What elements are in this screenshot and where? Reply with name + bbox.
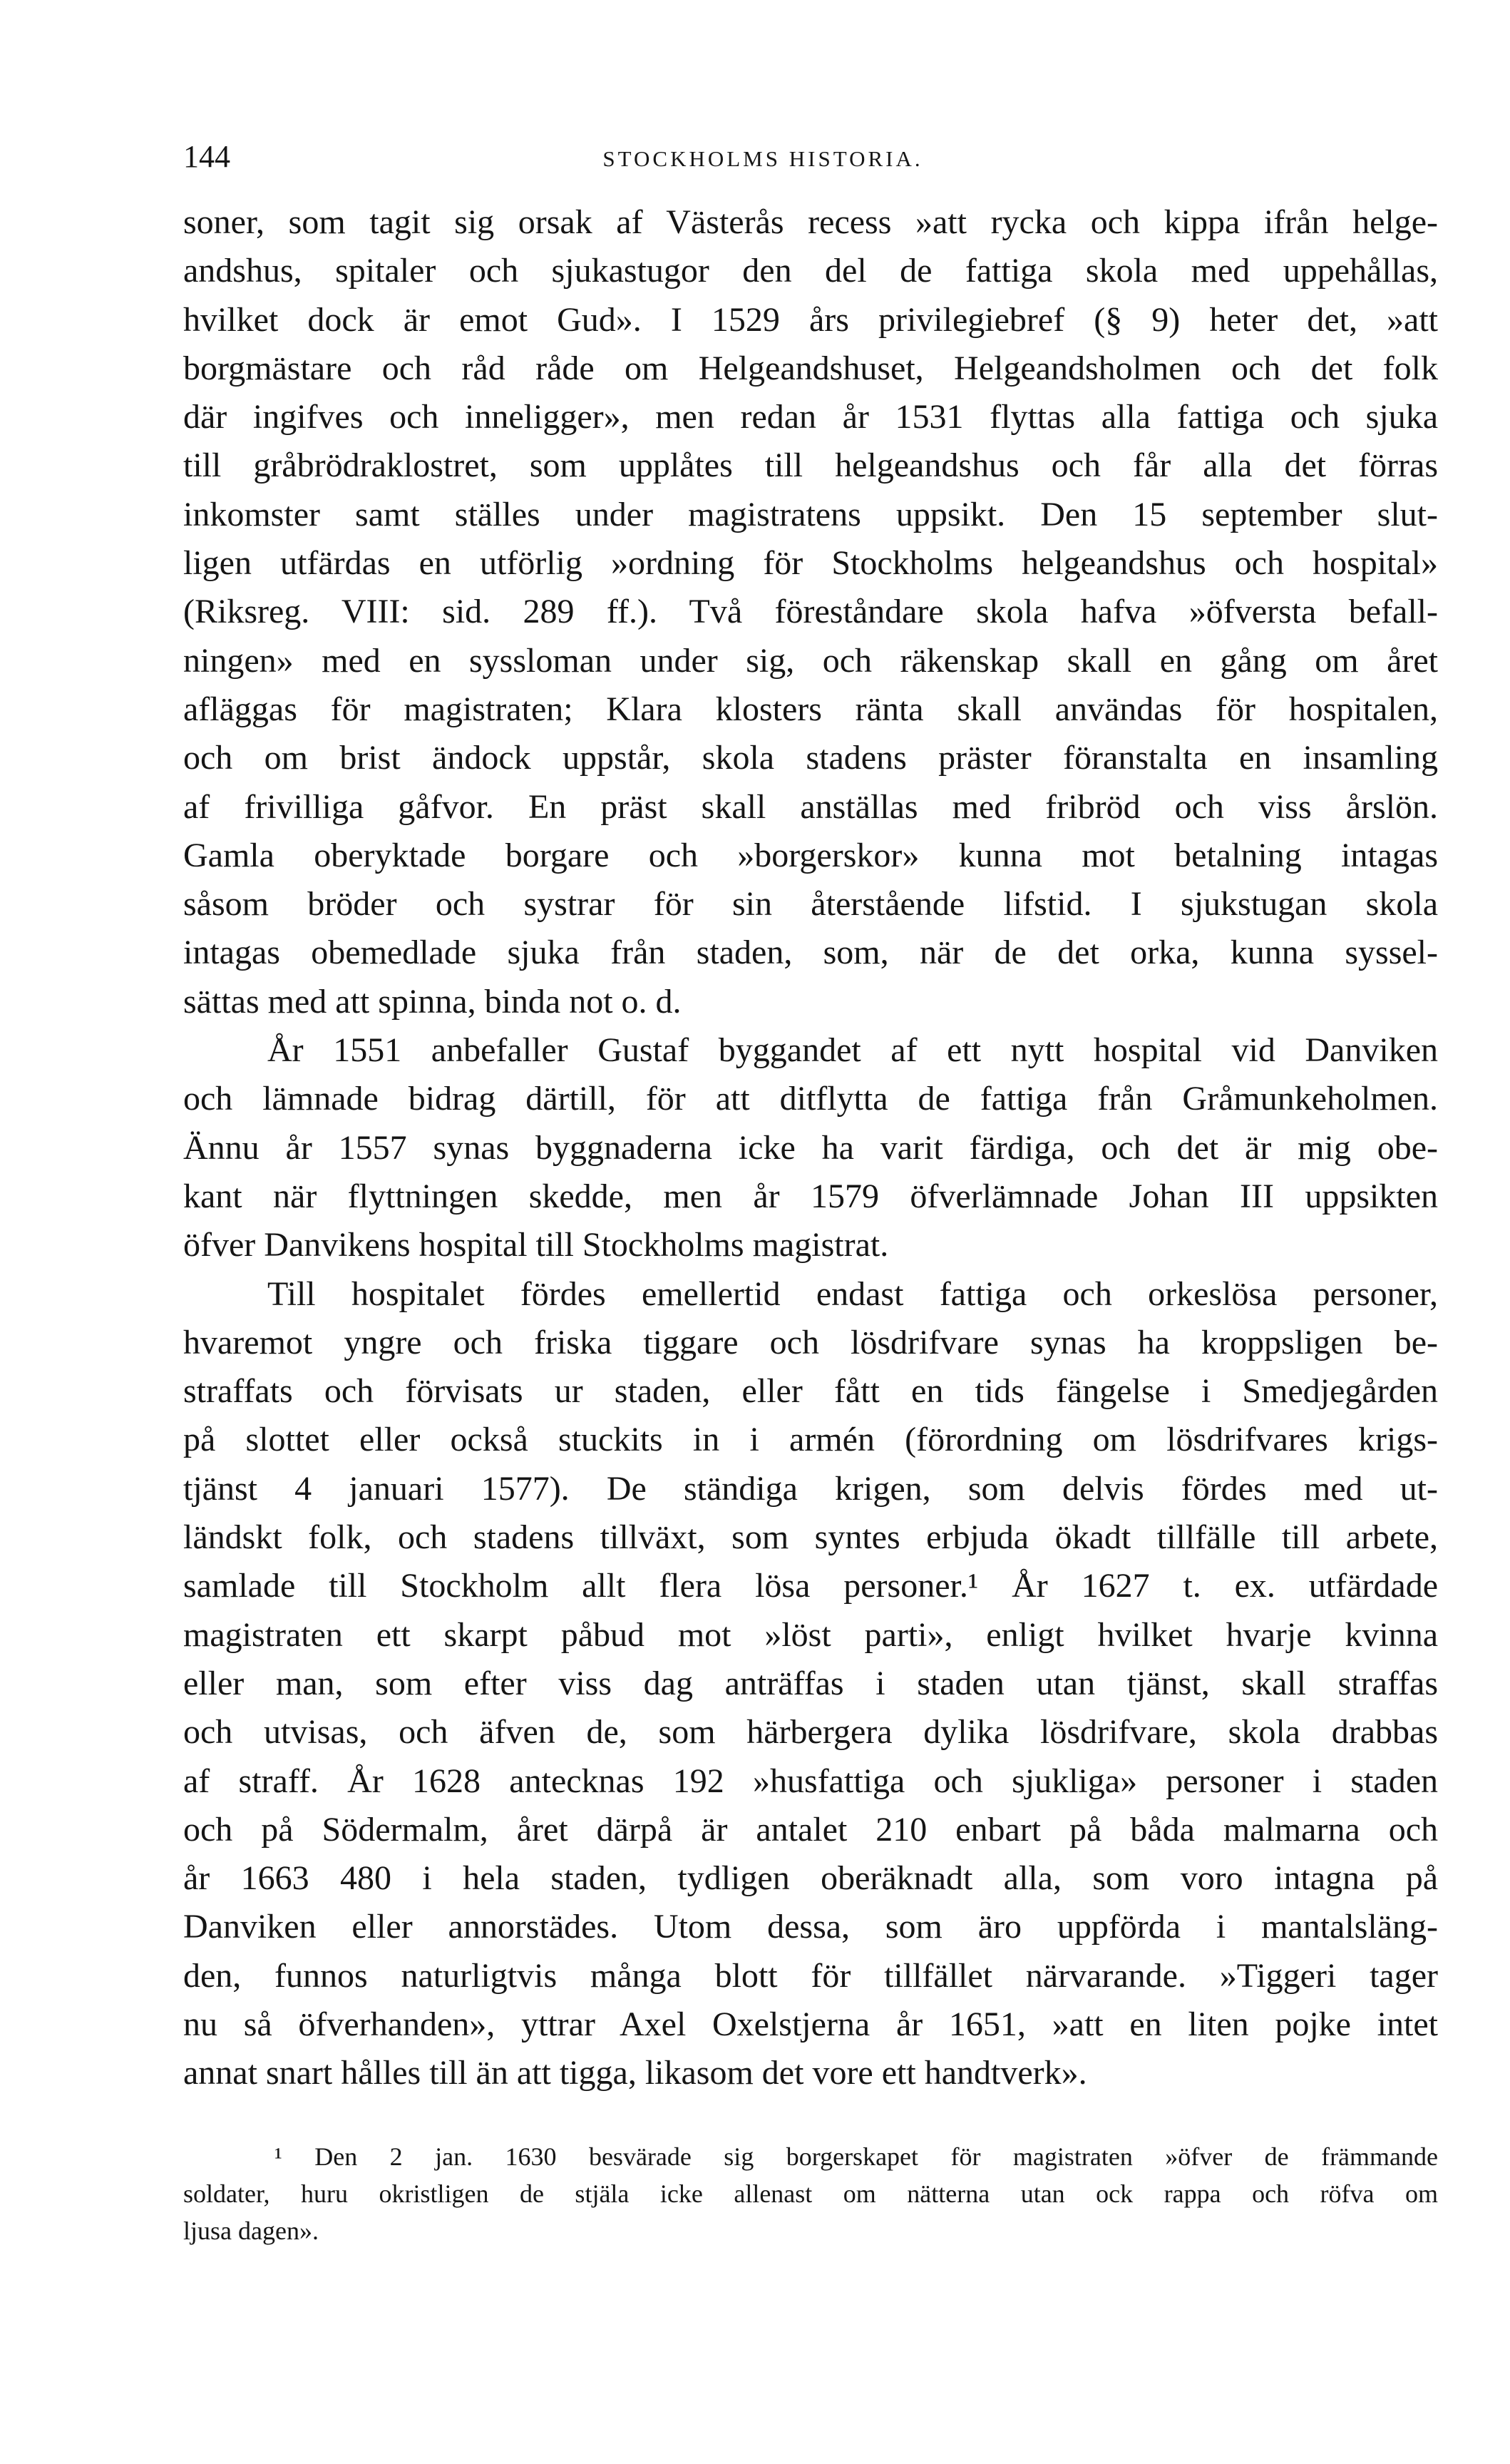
- text-line: där ingifves och inneligger», men redan år 1531 flyttas alla fattiga och sjuka: [183, 398, 1438, 436]
- page-header: [183, 136, 1342, 185]
- text-line: nu så öfverhanden», yttrar Axel Oxelstjerna år 1651, »att en liten pojke intet: [183, 2005, 1438, 2043]
- text-line: afläggas för magistraten; Klara klosters ränta skall användas för hospitalen,: [183, 690, 1438, 728]
- text-line: Ännu år 1557 synas byggnaderna icke ha varit färdiga, och det är mig obe-: [183, 1128, 1438, 1167]
- text-line: intagas obemedlade sjuka från staden, som, när de det orka, kunna syssel-: [183, 934, 1438, 972]
- body-text: [183, 198, 1438, 2098]
- text-line: soner, som tagit sig orsak af Västerås recess »att rycka och kippa ifrån helge-: [183, 203, 1438, 241]
- text-line: öfver Danvikens hospital till Stockholms magistrat.: [183, 1226, 889, 1264]
- text-line: ländskt folk, och stadens tillväxt, som syntes erbjuda ökadt tillfälle till arbete,: [183, 1518, 1438, 1557]
- text-line: inkomster samt ställes under magistratens uppsikt. Den 15 september slut-: [183, 495, 1438, 533]
- text-line: Till hospitalet fördes emellertid endast fattiga och orkeslösa personer,: [267, 1274, 1438, 1313]
- text-line: eller man, som efter viss dag anträffas i staden utan tjänst, skall straffas: [183, 1664, 1438, 1702]
- text-line: magistraten ett skarpt påbud mot »löst parti», enligt hvilket hvarje kvinna: [183, 1615, 1438, 1654]
- text-line: Gamla oberyktade borgare och »borgerskor» kunna mot betalning intagas: [183, 836, 1438, 874]
- footnote-line: ljusa dagen».: [183, 2217, 319, 2245]
- text-line: År 1551 anbefaller Gustaf byggandet af ett nytt hospital vid Danviken: [267, 1031, 1438, 1070]
- text-line: till gråbrödraklostret, som upplåtes till helgeandshus och får alla det förras: [183, 446, 1438, 485]
- text-line: annat snart hålles till än att tigga, likasom det vore ett handtverk».: [183, 2054, 1087, 2092]
- text-line: kant när flyttningen skedde, men år 1579 öfverlämnade Johan III uppsikten: [183, 1177, 1438, 1215]
- text-line: Danviken eller annorstädes. Utom dessa, som äro uppförda i mantalsläng-: [183, 1908, 1438, 1946]
- text-line: och lämnade bidrag därtill, för att ditflytta de fattiga från Gråmunkeholmen.: [183, 1080, 1438, 1118]
- text-line: och utvisas, och äfven de, som härbergera dylika lösdrifvare, skola drabbas: [183, 1713, 1438, 1752]
- footnote-line: soldater, huru okristligen de stjäla icke allenast om nätterna utan ock rappa och röfva om: [183, 2179, 1438, 2208]
- text-line: af frivilliga gåfvor. En präst skall anställas med fribröd och viss årslön.: [183, 787, 1438, 826]
- text-line: andshus, spitaler och sjukastugor den del de fattiga skola med uppehållas,: [183, 252, 1438, 290]
- text-line: borgmästare och råd råde om Helgeandshuset, Helgeandsholmen och det folk: [183, 349, 1438, 387]
- text-line: straffats och förvisats ur staden, eller fått en tids fängelse i Smedjegården: [183, 1372, 1438, 1411]
- text-line: såsom bröder och systrar för sin återstående lifstid. I sjukstugan skola: [183, 885, 1438, 924]
- text-line: och om brist ändock uppstår, skola stadens präster föranstalta en insamling: [183, 739, 1438, 777]
- text-line: ningen» med en syssloman under sig, och räkenskap skall en gång om året: [183, 641, 1438, 680]
- text-line: (Riksreg. VIII: sid. 289 ff.). Två föreståndare skola hafva »öfversta befall-: [183, 593, 1438, 631]
- text-line: sättas med att spinna, binda not o. d.: [183, 982, 682, 1021]
- footnotes: [183, 2138, 1438, 2249]
- text-line: den, funnos naturligtvis många blott för tillfället närvarande. »Tiggeri tager: [183, 1956, 1438, 1995]
- running-head: STOCKHOLMS HISTORIA.: [602, 146, 923, 171]
- footnote-line: ¹ Den 2 jan. 1630 besvärade sig borgerskapet för magistraten »öfver de främmande: [274, 2142, 1438, 2171]
- text-line: år 1663 480 i hela staden, tydligen oberäknadt alla, som voro intagna på: [183, 1859, 1438, 1898]
- text-line: samlade till Stockholm allt flera lösa personer.¹ År 1627 t. ex. utfärdade: [183, 1567, 1438, 1605]
- page-number: 144: [183, 139, 230, 174]
- text-line: af straff. År 1628 antecknas 192 »husfattiga och sjukliga» personer i staden: [183, 1762, 1438, 1800]
- text-line: på slottet eller också stuckits in i armén (förordning om lösdrifvares krigs-: [183, 1421, 1438, 1459]
- text-line: ligen utfärdas en utförlig »ordning för Stockholms helgeandshus och hospital»: [183, 544, 1438, 583]
- text-line: hvaremot yngre och friska tiggare och lösdrifvare synas ha kroppsligen be-: [183, 1323, 1438, 1361]
- text-line: hvilket dock är emot Gud». I 1529 års privilegiebref (§ 9) heter det, »att: [183, 300, 1438, 339]
- text-line: tjänst 4 januari 1577). De ständiga krigen, som delvis fördes med ut-: [183, 1469, 1438, 1508]
- text-line: och på Södermalm, året därpå är antalet 210 enbart på båda malmarna och: [183, 1810, 1438, 1849]
